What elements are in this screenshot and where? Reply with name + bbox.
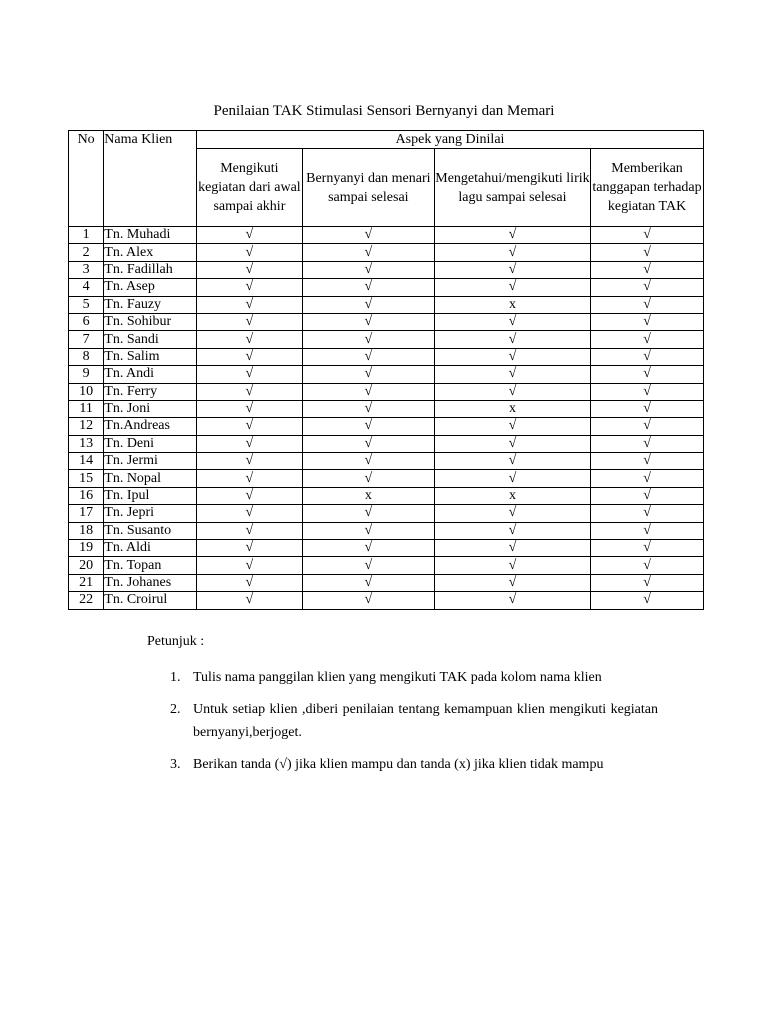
- cell-no: 14: [69, 453, 104, 470]
- cell-mark-aspect-4: √: [591, 261, 704, 278]
- instruction-text: Tulis nama panggilan klien yang mengikuti TAK pada kolom nama klien: [193, 670, 602, 685]
- cell-no: 20: [69, 557, 104, 574]
- cell-client-name: Tn. Deni: [104, 435, 197, 452]
- cell-no: 11: [69, 400, 104, 417]
- cell-mark-aspect-4: √: [591, 313, 704, 330]
- cell-mark-aspect-1: √: [196, 574, 302, 591]
- cell-mark-aspect-1: √: [196, 227, 302, 244]
- cell-mark-aspect-2: √: [302, 470, 434, 487]
- table-row: [69, 261, 704, 278]
- table-row: [69, 313, 704, 330]
- table-row: [69, 244, 704, 261]
- cell-mark-aspect-2: √: [302, 261, 434, 278]
- assessment-table: [68, 130, 704, 610]
- cell-mark-aspect-3: x: [434, 487, 590, 504]
- cell-mark-aspect-2: √: [302, 383, 434, 400]
- cell-mark-aspect-3: √: [434, 557, 590, 574]
- cell-mark-aspect-2: √: [302, 540, 434, 557]
- cell-no: 15: [69, 470, 104, 487]
- cell-client-name: Tn. Nopal: [104, 470, 197, 487]
- cell-mark-aspect-3: √: [434, 331, 590, 348]
- table-row: [69, 366, 704, 383]
- cell-mark-aspect-2: √: [302, 227, 434, 244]
- cell-mark-aspect-2: √: [302, 522, 434, 539]
- cell-mark-aspect-3: x: [434, 296, 590, 313]
- cell-mark-aspect-4: √: [591, 227, 704, 244]
- header-aspect: Aspek yang Dinilai: [196, 131, 703, 149]
- cell-client-name: Tn. Ipul: [104, 487, 197, 504]
- cell-client-name: Tn. Jepri: [104, 505, 197, 522]
- cell-mark-aspect-4: √: [591, 331, 704, 348]
- cell-client-name: Tn. Susanto: [104, 522, 197, 539]
- cell-mark-aspect-4: √: [591, 296, 704, 313]
- cell-mark-aspect-1: √: [196, 505, 302, 522]
- cell-mark-aspect-4: √: [591, 383, 704, 400]
- table-row: [69, 296, 704, 313]
- header-aspect-2: Bernyanyi dan menari sampai selesai: [302, 149, 434, 227]
- cell-mark-aspect-3: √: [434, 313, 590, 330]
- cell-no: 18: [69, 522, 104, 539]
- header-aspect-3: Mengetahui/mengikuti lirik lagu sampai selesai: [434, 149, 590, 227]
- cell-mark-aspect-3: √: [434, 261, 590, 278]
- cell-client-name: Tn. Alex: [104, 244, 197, 261]
- cell-no: 7: [69, 331, 104, 348]
- cell-mark-aspect-1: √: [196, 383, 302, 400]
- cell-mark-aspect-1: √: [196, 331, 302, 348]
- table-row: [69, 348, 704, 365]
- cell-mark-aspect-1: √: [196, 400, 302, 417]
- cell-client-name: Tn. Jermi: [104, 453, 197, 470]
- cell-no: 3: [69, 261, 104, 278]
- cell-mark-aspect-4: √: [591, 279, 704, 296]
- cell-mark-aspect-2: √: [302, 244, 434, 261]
- cell-no: 19: [69, 540, 104, 557]
- cell-client-name: Tn.Andreas: [104, 418, 197, 435]
- cell-no: 4: [69, 279, 104, 296]
- cell-client-name: Tn. Salim: [104, 348, 197, 365]
- cell-mark-aspect-4: √: [591, 574, 704, 591]
- cell-mark-aspect-3: √: [434, 435, 590, 452]
- page-title: Penilaian TAK Stimulasi Sensori Bernyanyi dan Memari: [213, 103, 555, 119]
- cell-no: 22: [69, 592, 104, 609]
- cell-mark-aspect-3: √: [434, 505, 590, 522]
- cell-mark-aspect-1: √: [196, 453, 302, 470]
- cell-mark-aspect-4: √: [591, 487, 704, 504]
- cell-mark-aspect-2: √: [302, 557, 434, 574]
- instruction-number: 2.: [170, 702, 181, 717]
- table-row: [69, 435, 704, 452]
- cell-no: 21: [69, 574, 104, 591]
- cell-mark-aspect-4: √: [591, 366, 704, 383]
- cell-no: 8: [69, 348, 104, 365]
- cell-mark-aspect-2: √: [302, 574, 434, 591]
- cell-mark-aspect-2: √: [302, 435, 434, 452]
- cell-mark-aspect-4: √: [591, 348, 704, 365]
- table-row: [69, 418, 704, 435]
- cell-mark-aspect-1: √: [196, 557, 302, 574]
- cell-mark-aspect-2: √: [302, 313, 434, 330]
- table-row: [69, 400, 704, 417]
- cell-no: 17: [69, 505, 104, 522]
- cell-client-name: Tn. Fauzy: [104, 296, 197, 313]
- cell-mark-aspect-3: √: [434, 418, 590, 435]
- cell-mark-aspect-1: √: [196, 540, 302, 557]
- table-row: [69, 279, 704, 296]
- cell-client-name: Tn. Joni: [104, 400, 197, 417]
- table-row: [69, 470, 704, 487]
- instruction-text: Berikan tanda (√) jika klien mampu dan tanda (x) jika klien tidak mampu: [193, 757, 604, 772]
- cell-mark-aspect-1: √: [196, 435, 302, 452]
- cell-no: 16: [69, 487, 104, 504]
- cell-mark-aspect-2: √: [302, 400, 434, 417]
- instruction-number: 1.: [170, 670, 181, 685]
- table-row: [69, 574, 704, 591]
- cell-mark-aspect-4: √: [591, 522, 704, 539]
- cell-mark-aspect-2: √: [302, 418, 434, 435]
- cell-mark-aspect-2: √: [302, 505, 434, 522]
- cell-mark-aspect-4: √: [591, 244, 704, 261]
- cell-client-name: Tn. Fadillah: [104, 261, 197, 278]
- cell-mark-aspect-1: √: [196, 261, 302, 278]
- instruction-item: [170, 666, 658, 689]
- cell-client-name: Tn. Sandi: [104, 331, 197, 348]
- instruction-item: [170, 753, 658, 776]
- cell-mark-aspect-4: √: [591, 505, 704, 522]
- cell-mark-aspect-1: √: [196, 418, 302, 435]
- cell-client-name: Tn. Croirul: [104, 592, 197, 609]
- cell-mark-aspect-3: √: [434, 244, 590, 261]
- cell-client-name: Tn. Sohibur: [104, 313, 197, 330]
- cell-client-name: Tn. Andi: [104, 366, 197, 383]
- cell-mark-aspect-1: √: [196, 313, 302, 330]
- cell-mark-aspect-2: √: [302, 331, 434, 348]
- cell-mark-aspect-1: √: [196, 592, 302, 609]
- cell-mark-aspect-2: √: [302, 366, 434, 383]
- cell-mark-aspect-4: √: [591, 557, 704, 574]
- cell-mark-aspect-4: √: [591, 592, 704, 609]
- table-row: [69, 522, 704, 539]
- cell-mark-aspect-3: √: [434, 574, 590, 591]
- cell-mark-aspect-3: √: [434, 227, 590, 244]
- cell-mark-aspect-2: √: [302, 296, 434, 313]
- cell-client-name: Tn. Johanes: [104, 574, 197, 591]
- cell-mark-aspect-3: √: [434, 279, 590, 296]
- table-row: [69, 383, 704, 400]
- cell-client-name: Tn. Asep: [104, 279, 197, 296]
- cell-client-name: Tn. Ferry: [104, 383, 197, 400]
- cell-mark-aspect-1: √: [196, 279, 302, 296]
- table-row: [69, 557, 704, 574]
- instruction-item: [170, 698, 658, 744]
- cell-mark-aspect-3: √: [434, 366, 590, 383]
- cell-mark-aspect-2: √: [302, 453, 434, 470]
- header-no: No: [69, 131, 104, 227]
- cell-mark-aspect-3: x: [434, 400, 590, 417]
- cell-no: 1: [69, 227, 104, 244]
- cell-mark-aspect-1: √: [196, 470, 302, 487]
- cell-client-name: Tn. Aldi: [104, 540, 197, 557]
- cell-mark-aspect-2: x: [302, 487, 434, 504]
- cell-mark-aspect-1: √: [196, 244, 302, 261]
- cell-mark-aspect-1: √: [196, 296, 302, 313]
- table-row: [69, 592, 704, 609]
- cell-no: 9: [69, 366, 104, 383]
- table-row: [69, 540, 704, 557]
- cell-no: 13: [69, 435, 104, 452]
- cell-no: 12: [69, 418, 104, 435]
- cell-mark-aspect-1: √: [196, 522, 302, 539]
- instruction-text: Untuk setiap klien ,diberi penilaian tentang kemampuan klien mengikuti kegiatan bernyanyi,berjoget.: [193, 702, 658, 740]
- cell-mark-aspect-3: √: [434, 348, 590, 365]
- cell-client-name: Tn. Muhadi: [104, 227, 197, 244]
- cell-mark-aspect-1: √: [196, 366, 302, 383]
- cell-mark-aspect-2: √: [302, 348, 434, 365]
- cell-no: 5: [69, 296, 104, 313]
- cell-no: 2: [69, 244, 104, 261]
- table-row: [69, 331, 704, 348]
- cell-mark-aspect-4: √: [591, 435, 704, 452]
- instructions-heading: Petunjuk :: [147, 634, 205, 649]
- cell-mark-aspect-4: √: [591, 540, 704, 557]
- cell-client-name: Tn. Topan: [104, 557, 197, 574]
- cell-mark-aspect-4: √: [591, 453, 704, 470]
- cell-no: 6: [69, 313, 104, 330]
- header-aspect-1: Mengikuti kegiatan dari awal sampai akhir: [196, 149, 302, 227]
- cell-mark-aspect-3: √: [434, 470, 590, 487]
- instructions-list: [170, 666, 658, 785]
- instruction-number: 3.: [170, 757, 181, 772]
- cell-no: 10: [69, 383, 104, 400]
- table-row: [69, 227, 704, 244]
- cell-mark-aspect-4: √: [591, 470, 704, 487]
- cell-mark-aspect-3: √: [434, 540, 590, 557]
- header-aspect-4: Memberikan tanggapan terhadap kegiatan TAK: [591, 149, 704, 227]
- cell-mark-aspect-3: √: [434, 453, 590, 470]
- cell-mark-aspect-1: √: [196, 348, 302, 365]
- cell-mark-aspect-2: √: [302, 279, 434, 296]
- table-row: [69, 453, 704, 470]
- cell-mark-aspect-3: √: [434, 522, 590, 539]
- cell-mark-aspect-3: √: [434, 383, 590, 400]
- cell-mark-aspect-1: √: [196, 487, 302, 504]
- cell-mark-aspect-4: √: [591, 400, 704, 417]
- header-name: Nama Klien: [104, 131, 197, 227]
- cell-mark-aspect-4: √: [591, 418, 704, 435]
- table-row: [69, 505, 704, 522]
- cell-mark-aspect-2: √: [302, 592, 434, 609]
- table-row: [69, 487, 704, 504]
- cell-mark-aspect-3: √: [434, 592, 590, 609]
